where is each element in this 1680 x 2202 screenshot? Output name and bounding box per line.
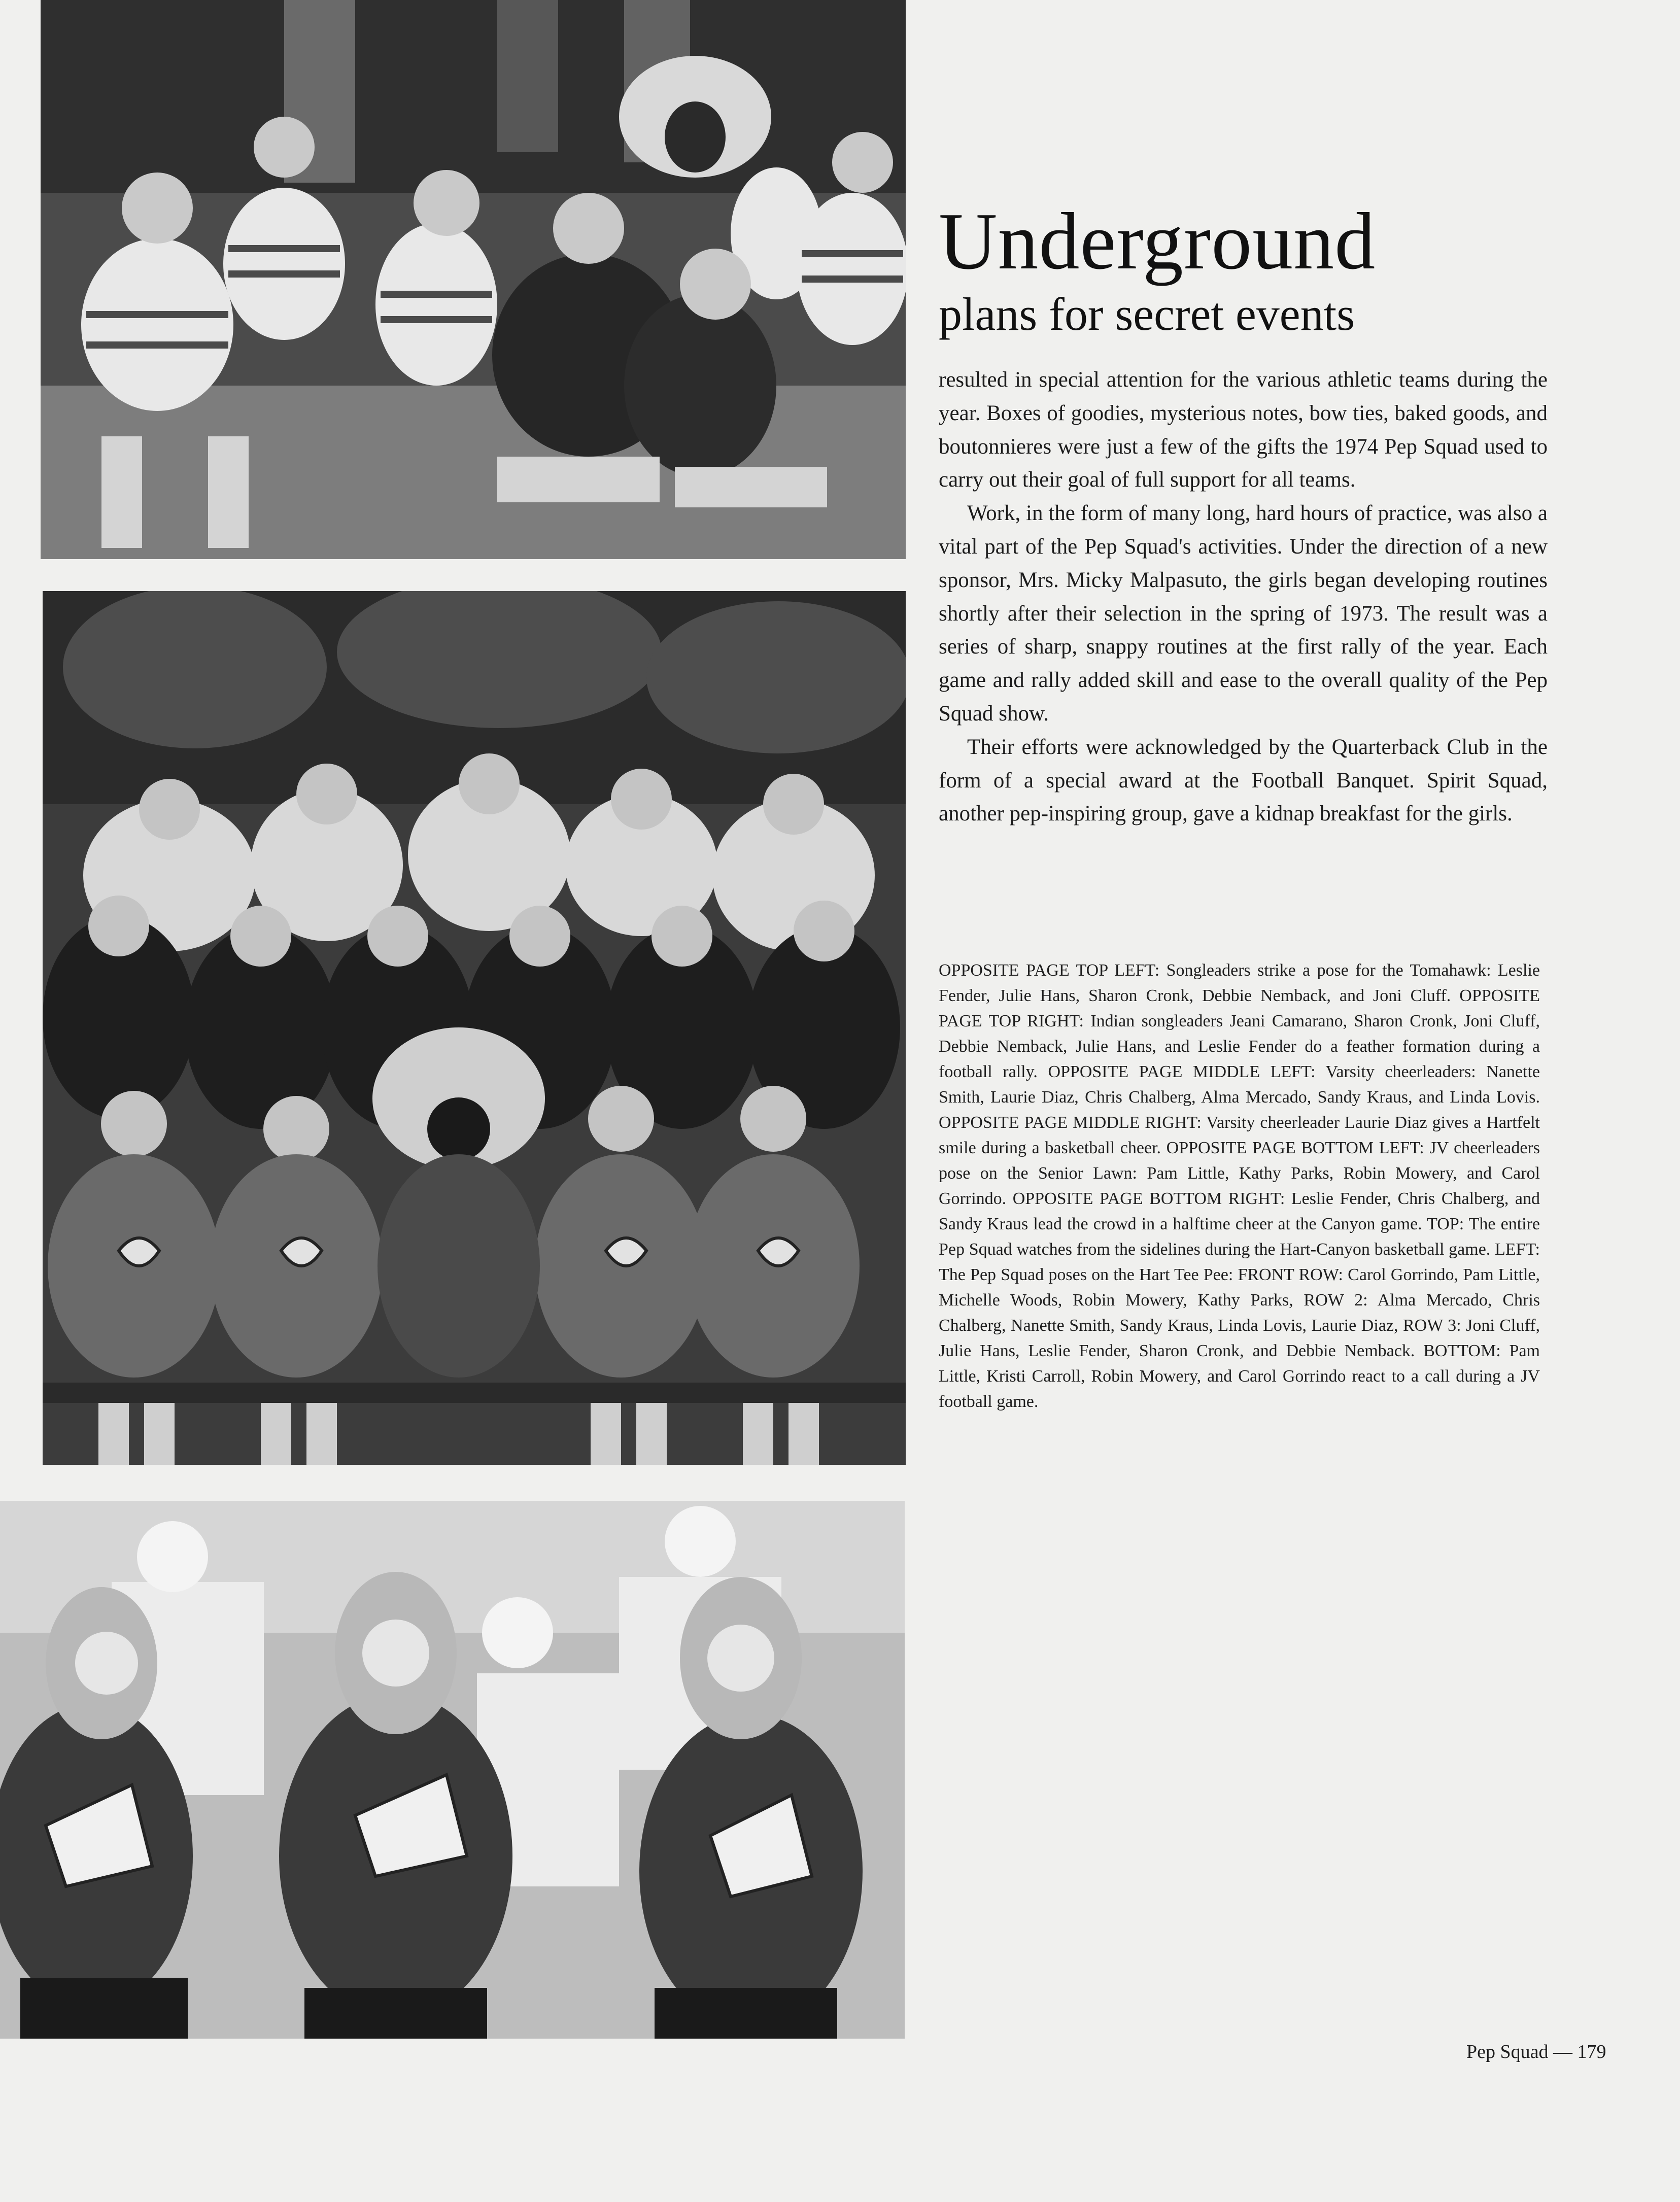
photo-top-illustration [41, 0, 906, 559]
headline: Underground [939, 196, 1376, 286]
subheadline: plans for secret events [939, 288, 1355, 340]
photo-middle-illustration [43, 591, 906, 1465]
photo-pep-squad-group [43, 591, 906, 1465]
body-paragraph: resulted in special attention for the various athletic teams during the year. Boxes of goodies, mysterious notes, bow ties, baked goods, and boutonnieres were just a few of the gifts the 1974 Pep Squad used to carry out their goal of full support for all teams. [939, 368, 1548, 492]
page-folio: Pep Squad — 179 [1466, 2041, 1606, 2062]
photo-pep-squad-sidelines [41, 0, 906, 559]
photo-bottom-illustration [0, 1501, 905, 2039]
photo-jv-cheerleaders-football [0, 1501, 905, 2039]
body-copy [939, 363, 1548, 831]
body-paragraph: Work, in the form of many long, hard hours of practice, was also a vital part of the Pep Squad's activities. Under the direction of a new sponsor, Mrs. Micky Malpasuto, the girls began developing routines shortly after their selection in the spring of 1973. The result was a series of sharp, snappy routines at the first rally of the year. Each game and rally added skill and ease to the overall quality of the Pep Squad show. [939, 501, 1548, 726]
photo-caption: OPPOSITE PAGE TOP LEFT: Songleaders strike a pose for the Tomahawk: Leslie Fender, Julie Hans, Sharon Cronk, Debbie Nemback, and Joni Cluff. OPPOSITE PAGE TOP RIGHT: Indian songleaders Jeani Camarano, Sharon Cronk, Joni Cluff, Debbie Nemback, Julie Hans, and Leslie Fender do a feather formation during a football rally. OPPOSITE PAGE MIDDLE LEFT: Varsity cheerleaders: Nanette Smith, Laurie Diaz, Chris Chalberg, Alma Mercado, Sandy Kraus, and Linda Lovis. OPPOSITE PAGE MIDDLE RIGHT: Varsity cheerleader Laurie Diaz gives a Hartfelt smile during a basketball cheer. OPPOSITE PAGE BOTTOM LEFT: JV cheerleaders pose on the Senior Lawn: Pam Little, Kathy Parks, Robin Mowery, and Carol Gorrindo. OPPOSITE PAGE BOTTOM RIGHT: Leslie Fender, Chris Chalberg, and Sandy Kraus lead the crowd in a halftime cheer at the Canyon game. TOP: The entire Pep Squad watches from the sidelines during the Hart-Canyon basketball game. LEFT: The Pep Squad poses on the Hart Tee Pee: FRONT ROW: Carol Gorrindo, Pam Little, Michelle Woods, Robin Mowery, Kathy Parks, ROW 2: Alma Mercado, Chris Chalberg, Nanette Smith, Sandy Kraus, Linda Lovis, Laurie Diaz, ROW 3: Joni Cluff, Julie Hans, Leslie Fender, Sharon Cronk, and Debbie Nemback. BOTTOM: Pam Little, Kristi Carroll, Robin Mowery, and Carol Gorrindo react to a call during a JV football game. [939, 961, 1540, 1411]
body-paragraph: Their efforts were acknowledged by the Quarterback Club in the form of a special award at the Football Banquet. Spirit Squad, another pep-inspiring group, gave a kidnap breakfast for the girls. [939, 735, 1548, 826]
